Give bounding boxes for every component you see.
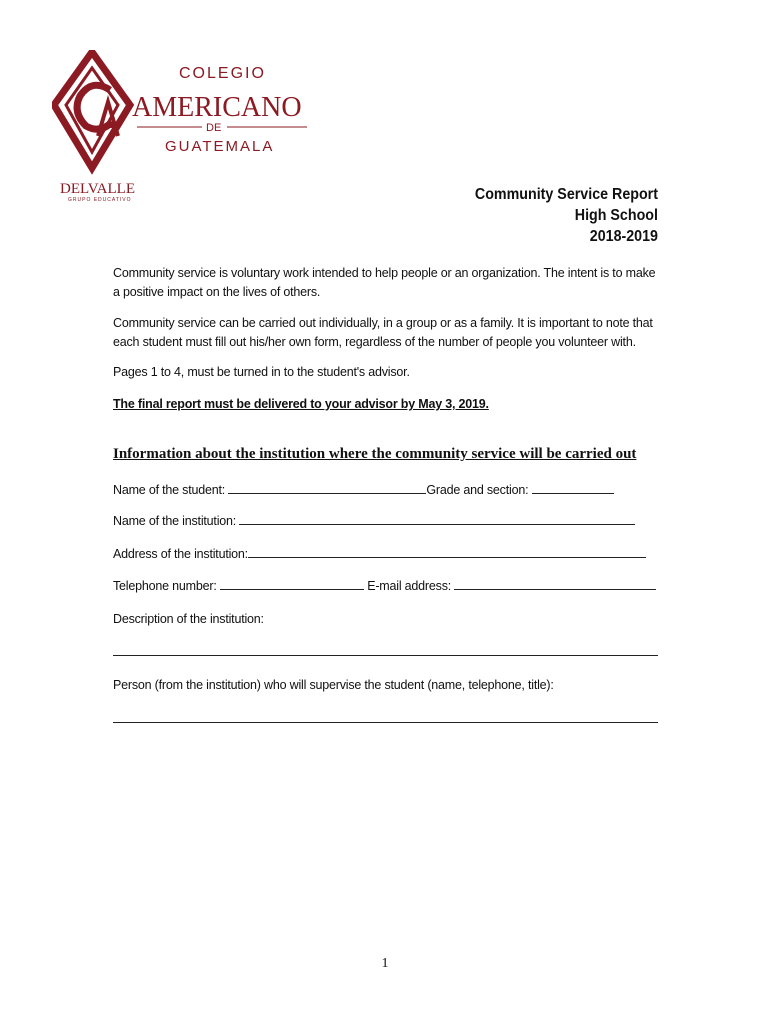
logo-guatemala: GUATEMALA	[165, 138, 275, 155]
institution-address-label: Address of the institution:	[113, 547, 248, 561]
report-subtitle: High School	[574, 207, 658, 224]
pages-note: Pages 1 to 4, must be turned in to the student's advisor.	[113, 365, 410, 379]
report-title: Community Service Report	[474, 186, 658, 203]
grade-section-label: Grade and section:	[426, 483, 529, 497]
intro-paragraph: Community service is voluntary work intended to help people or an organization. The intent is to make a positive impact on the lives of others.	[113, 266, 656, 299]
instructions-paragraph: Community service can be carried out individually, in a group or as a family. It is important to note that each student must fill out his/her own form, regardless of the number of people you volunteer with.	[113, 316, 653, 349]
logo-de: DE	[206, 122, 222, 134]
email-field[interactable]	[454, 577, 656, 590]
supervisor-label: Person (from the institution) who will supervise the student (name, telephone, title):	[113, 678, 554, 692]
telephone-label: Telephone number:	[113, 579, 217, 593]
logo-grupo: GRUPO EDUCATIVO	[68, 197, 132, 203]
student-name-field[interactable]	[228, 481, 426, 494]
section-heading: Information about the institution where the community service will be carried out	[113, 446, 637, 462]
contact-row	[113, 577, 656, 594]
institution-name-field[interactable]	[239, 512, 635, 525]
logo-delvalle: DELVALLE	[60, 181, 135, 197]
logo-americano: AMERICANO	[132, 92, 302, 123]
student-row	[113, 481, 614, 498]
telephone-field[interactable]	[220, 577, 364, 590]
description-field[interactable]	[113, 655, 658, 656]
description-label: Description of the institution:	[113, 612, 264, 626]
institution-name-row	[113, 512, 635, 529]
institution-address-row	[113, 545, 646, 562]
supervisor-field[interactable]	[113, 722, 658, 723]
student-name-label: Name of the student:	[113, 483, 226, 497]
grade-section-field[interactable]	[532, 481, 614, 494]
school-logo	[52, 50, 322, 210]
deadline-note: The final report must be delivered to your advisor by May 3, 2019.	[113, 397, 489, 411]
report-title-block	[475, 184, 658, 247]
page-number: 1	[381, 956, 389, 971]
email-label: E-mail address:	[367, 579, 452, 593]
school-emblem-icon	[52, 50, 322, 210]
institution-address-field[interactable]	[248, 545, 646, 558]
institution-name-label: Name of the institution:	[113, 514, 237, 528]
report-year: 2018-2019	[589, 228, 658, 245]
logo-colegio: COLEGIO	[179, 65, 266, 82]
